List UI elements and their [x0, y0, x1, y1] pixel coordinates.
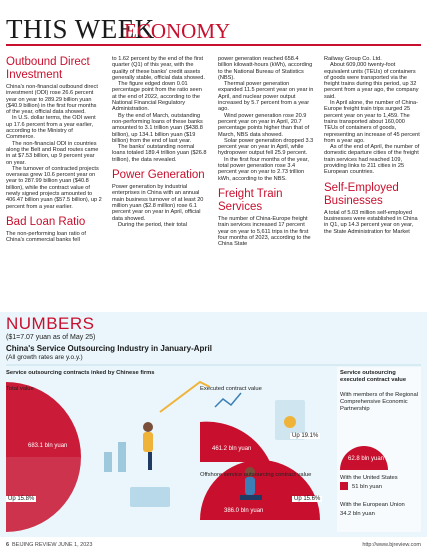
rcep-value: 62.8 bln yuan [347, 456, 385, 462]
issue-line: BEIJING REVIEW JUNE 1, 2023 [12, 542, 93, 548]
paragraph: By the end of March, outstanding non-performing loans of these banks amounted to 3.1 trillion yuan ($438.8 billion), up 134.1 billion yuan ($19 billion) from the end of last year. [112, 112, 203, 144]
offshore-value-number: 386.0 bln yuan [224, 508, 264, 514]
paragraph: China's non-financial outbound direct investment (ODI) rose 26.6 percent year on year to 289.29 billion yuan ($40.9 billion) in the first four months of the year, official data showed. [6, 84, 98, 116]
paragraph: As of the end of April, the number of domestic departure cities of the freight train services had reached 109, providing links to 211 cities in 25 European countries. [324, 144, 420, 176]
paragraph: About 609,000 twenty-foot equivalent units (TEUs) of containers of goods were transported via the freight trains during this period, up 32 percent from a year ago, the company said. [324, 62, 419, 100]
eu-label: With the European Union [340, 502, 405, 508]
paragraph: In U.S. dollar terms, the ODI went up 17.6 percent from a year earlier, according to the Ministry of Commerce. [6, 115, 96, 141]
page-number: 6 [6, 542, 10, 548]
paragraph: The non-financial ODI in countries along the Belt and Road routes came in at $7.53 billion, up 9 percent year on year. [6, 140, 99, 166]
paragraph: Power generation by industrial enterprises in China with an annual main business turnover of at least 20 million yuan ($2.8 million) rose 6.1 percent year on year in April, official data showed. [112, 184, 204, 222]
executed-value-number: 461.2 bln yuan [212, 446, 252, 452]
eu-value: 34.2 bln yuan [340, 511, 375, 517]
section-title: THIS WEEK [6, 14, 155, 44]
total-value-shape-2 [6, 457, 81, 532]
exchange-rate-note: ($1=7.07 yuan as of May 25) [6, 334, 96, 341]
column-4 [324, 56, 420, 332]
numbers-title: NUMBERS [6, 314, 95, 333]
offshore-value-label: Offshore service outsourcing contract value [200, 472, 312, 478]
column-3 [218, 56, 314, 332]
section-header [6, 10, 421, 46]
paragraph: The non-performing loan ratio of China's commercial banks fell [6, 230, 86, 244]
us-bar [340, 482, 348, 490]
us-label: With the United States [340, 475, 398, 481]
executed-value-label: Executed contract value [200, 386, 262, 392]
website-url: http://www.bjreview.com [362, 542, 421, 548]
section-subtitle: ECONOMY [124, 19, 231, 43]
page-footer [6, 540, 421, 554]
paragraph: A total of 5.03 million self-employed businesses were established in China in Q1, up 14.3 percent year on year, the State Administration for Market [324, 209, 418, 235]
us-value: 51 bln yuan [352, 484, 382, 490]
paragraph: In April alone, the number of China-Europe freight train trips surged 25 percent year on year to 1,459. The trains transported about 160,000 TEUs of containers of goods, representing an increase of 45 percent from a year ago. [324, 100, 420, 144]
total-value-label: Total value [6, 386, 34, 392]
executed-value-shape [200, 422, 270, 462]
article-columns [6, 56, 421, 332]
heading-freight-train-services: Freight Train Services [218, 187, 283, 213]
paragraph: During the period, their total [118, 221, 188, 228]
offshore-value-growth: Up 15.6% [294, 496, 321, 502]
heading-bad-loan-ratio: Bad Loan Ratio [6, 215, 86, 228]
executed-value-growth: Up 19.1% [292, 433, 319, 439]
heading-outbound-direct-investment: Outbound Direct Investment [6, 56, 90, 81]
paragraph: Solar power generation dropped 3.3 percent year on year in April, while hydropower output fell 25.9 percent. [218, 137, 314, 157]
paragraph: Railway Group Co. Ltd. [324, 56, 382, 62]
total-value-number: 683.1 bln yuan [28, 443, 68, 449]
paragraph: In the first four months of the year, total power generation rose 3.4 percent year on year to 2.73 trillion kWh, according to the NBS. [218, 156, 309, 182]
paragraph: The number of China-Europe freight train services increased 17 percent year on year to 5,611 trips in the first four months of 2023, according to the China State [218, 215, 311, 248]
paragraph: power generation reached 658.4 billion kilowatt-hours (kWh), according to the National Bureau of Statistics (NBS). [218, 56, 313, 81]
rcep-label: With members of the Regional Comprehensive Economic Partnership [340, 392, 418, 412]
infographic-subtitle: China's Service Outsourcing Industry in January-April [6, 344, 212, 353]
paragraph: to 1.62 percent by the end of the first quarter (Q1) of this year, with the quality of these banks' credit assets generally stable, official data showed. [112, 56, 205, 81]
contracts-label: Service outsourcing contracts inked by Chinese firms [6, 370, 155, 376]
paragraph: The banks' outstanding normal loans totaled 189.4 trillion yuan ($26.8 trillion), the data revealed. [112, 144, 207, 163]
paragraph: Wind power generation rose 20.9 percent year on year in April, 20.7 percentage points higher than that of March, NBS data showed. [218, 112, 310, 138]
column-1 [6, 56, 102, 332]
column-2 [112, 56, 208, 332]
heading-power-generation: Power Generation [112, 169, 205, 182]
heading-self-employed-businesses: Self-Employed Businesses [324, 181, 399, 207]
paragraph: The figure edged down 0.01 percentage point from the ratio seen at the end of 2022, according to the National Financial Regulatory Administration. [112, 81, 202, 113]
total-value-growth: Up 15.8% [8, 496, 35, 502]
numbers-infographic [0, 312, 427, 537]
growth-rate-note: (All growth rates are y.o.y.) [6, 354, 83, 361]
paragraph: Thermal power generation expanded 11.5 percent year on year in April, and nuclear power output increased by 5.7 percent from a year ago. [218, 81, 314, 113]
paragraph: The turnover of contracted projects overseas grew 10.6 percent year on year to 287.99 billion yuan ($40.8 billion), while the contract value of newly signed projects amounted to 406.47 billion yuan ($57.5 billion), up 2 percent from a year earlier. [6, 165, 102, 210]
side-panel-title: Service outsourcing executed contract value [340, 370, 407, 383]
